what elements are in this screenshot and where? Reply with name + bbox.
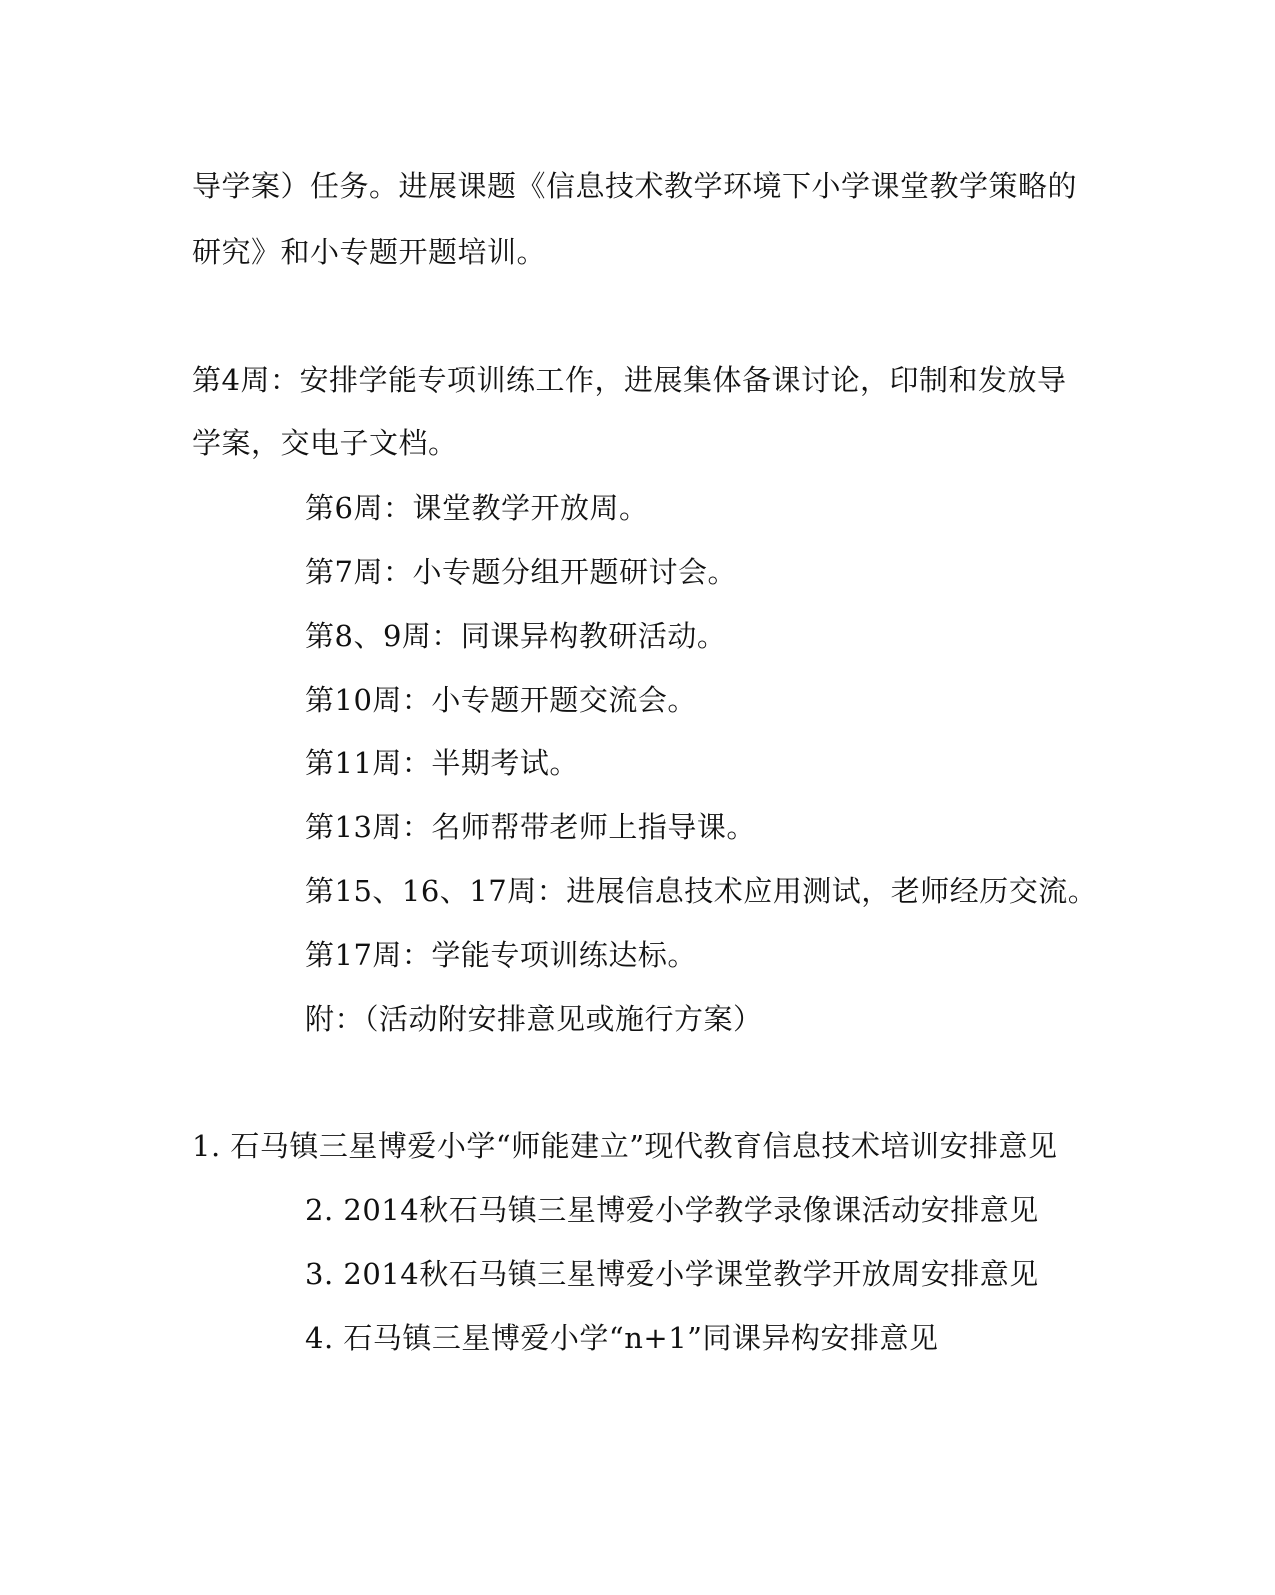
- schedule-item: 第13周：名师帮带老师上指导课。: [305, 810, 756, 844]
- schedule-item: 第7周：小专题分组开题研讨会。: [305, 555, 737, 589]
- paragraph-line: 研究》和小专题开题培训。: [192, 235, 547, 269]
- schedule-item: 第8、9周：同课异构教研活动。: [305, 619, 727, 653]
- appendix-item: 4. 石马镇三星博爱小学“n+1”同课异构安排意见: [305, 1321, 939, 1355]
- schedule-item: 第15、16、17周：进展信息技术应用测试，老师经历交流。: [305, 874, 1098, 908]
- appendix-item: 2. 2014秋石马镇三星博爱小学教学录像课活动安排意见: [305, 1193, 1039, 1227]
- appendix-item: 1. 石马镇三星博爱小学“师能建立”现代教育信息技术培训安排意见: [192, 1129, 1058, 1163]
- appendix-heading: 附：（活动附安排意见或施行方案）: [305, 1002, 763, 1036]
- week4-line: 第4周：安排学能专项训练工作，进展集体备课讨论，印制和发放导: [192, 363, 1067, 397]
- paragraph-line: 导学案）任务。进展课题《信息技术教学环境下小学课堂教学策略的: [192, 169, 1078, 203]
- schedule-item: 第17周：学能专项训练达标。: [305, 938, 697, 972]
- schedule-item: 第11周：半期考试。: [305, 746, 579, 780]
- schedule-item: 第6周：课堂教学开放周。: [305, 491, 649, 525]
- schedule-item: 第10周：小专题开题交流会。: [305, 683, 697, 717]
- appendix-item: 3. 2014秋石马镇三星博爱小学课堂教学开放周安排意见: [305, 1257, 1039, 1291]
- week4-line: 学案，交电子文档。: [192, 426, 458, 460]
